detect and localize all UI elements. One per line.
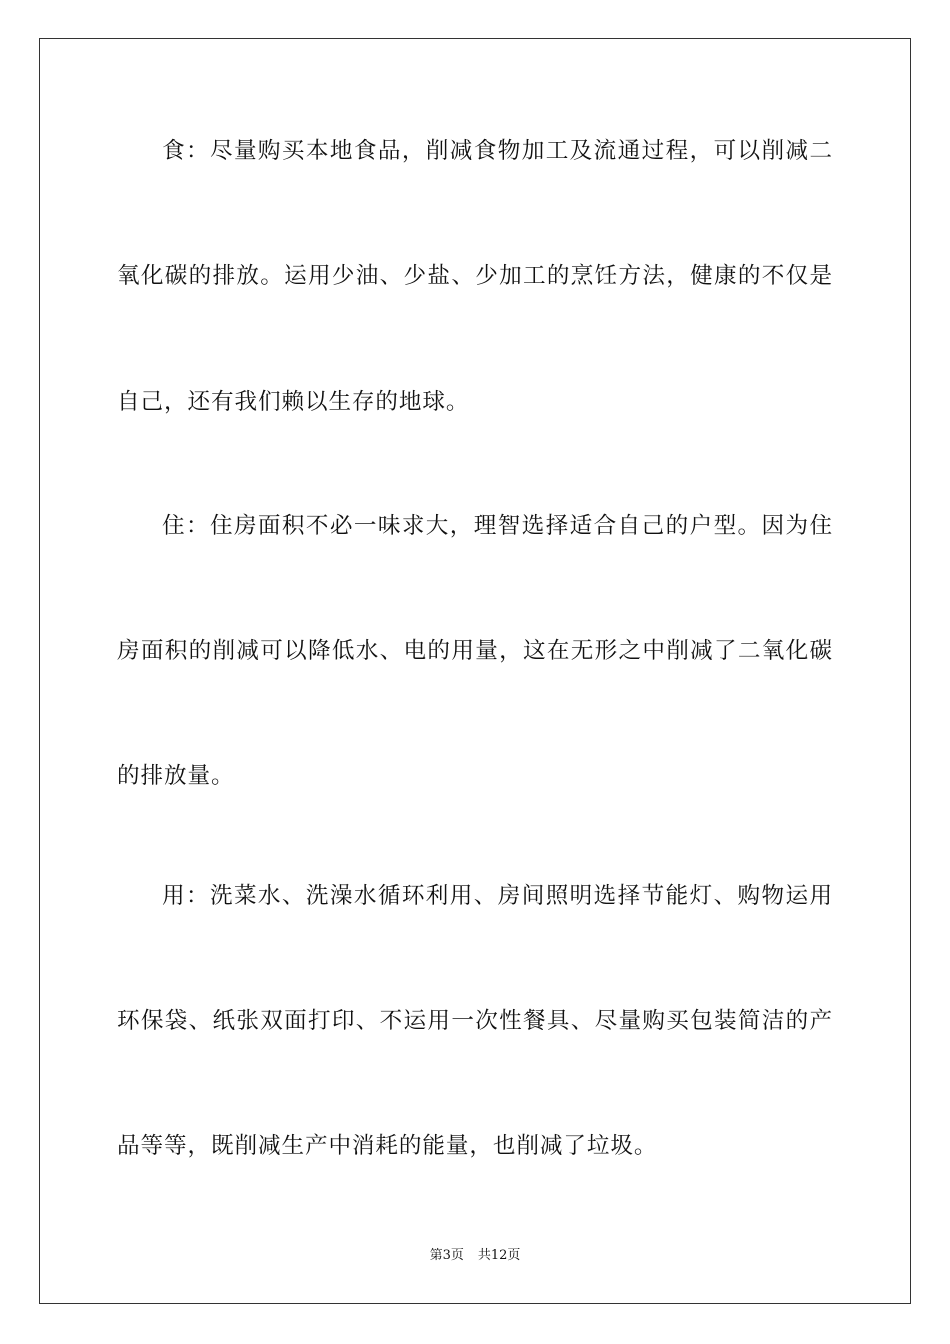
paragraph-1-line-2: 氧化碳的排放。运用少油、少盐、少加工的烹饪方法，健康的不仅是: [117, 263, 833, 289]
total-pages-label: 共12页: [477, 1248, 521, 1263]
page-number-label: 第3页: [429, 1248, 464, 1263]
paragraph-2-line-1: 住：住房面积不必一味求大，理智选择适合自己的户型。因为住: [162, 513, 833, 539]
paragraph-3-line-3: 品等等，既削减生产中消耗的能量，也削减了垃圾。: [117, 1133, 658, 1159]
page-border: [39, 38, 911, 1304]
page-footer: [0, 1248, 950, 1264]
paragraph-2-line-3: 的排放量。: [117, 763, 235, 789]
paragraph-2-line-2: 房面积的削减可以降低水、电的用量，这在无形之中削减了二氧化碳: [117, 638, 833, 664]
paragraph-3-line-1: 用：洗菜水、洗澡水循环利用、房间照明选择节能灯、购物运用: [162, 883, 833, 909]
paragraph-1-line-3: 自己，还有我们赖以生存的地球。: [117, 389, 470, 415]
paragraph-1-line-1: 食：尽量购买本地食品，削减食物加工及流通过程，可以削减二: [162, 138, 833, 164]
paragraph-3-line-2: 环保袋、纸张双面打印、不运用一次性餐具、尽量购买包装简洁的产: [117, 1008, 833, 1034]
